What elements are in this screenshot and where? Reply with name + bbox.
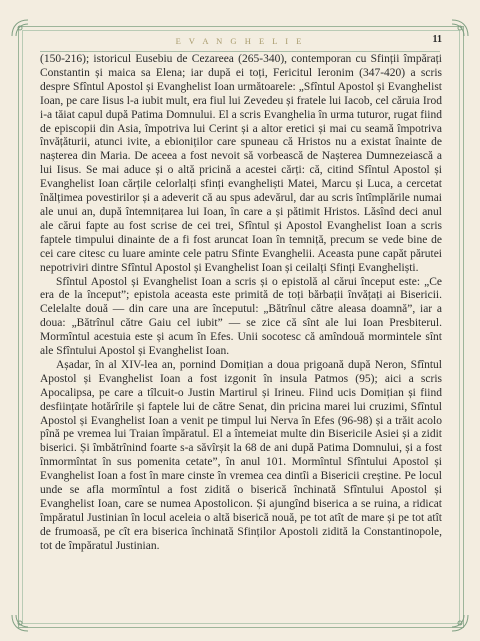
paragraph: (150-216); istoricul Eusebiu de Cezareea (265-340), contemporan cu Sfinții împărați Constantin și maica sa Elena; iar după ei toți, Fericitul Ieronim (347-420) a scris despre Sfîntul Apostol și Evanghelist Ioan următoarele: „Sfîntul Apostol și Evanghelist Ioan, pe care Iisus l-a iubit mult, era fiul lui Zevedeu și fratele lui Iacob, cel căruia Irod i-a tăiat capul după Patima Domnului. El a scris Evanghelia în urma tuturor, rugat fiind de episcopii din Asia, împotriva lui Cerint și a altor eretici și mai cu seamă împotriva învățăturii, atunci ivite, a ebioniților care spuneau că Hristos nu a existat înainte de nașterea din Maria. De aceea a fost nevoit să vorbească de Nașterea Dumnezeiască a lui Iisus. Se mai aduce și o altă pricină a acestei cărți: că, citind Sfîntul Apostol și Evanghelist Ioan cărțile celorlalți sfinți evangheliști Matei, Marcu și Luca, a cercetat înălțimea povestirilor și a adeverit că au spus adevărul, dar au scris întîmplările numai ale unui an, după întemnițarea lui Ioan, în care a și pătimit Hristos. Lăsînd deci anul ale cărui fapte au fost scrise de cei trei, Sfîntul și Apostol Evanghelist Ioan a scris faptele timpului dinainte de a fi fost aruncat Ioan în temniță, precum se vede bine de cei care citesc cu luare aminte cele patru Sfinte Evanghelii. Aceasta pune capăt părutei nepotriviri dintre Sfîntul Apostol și Evanghelist Ioan și ceilalți Sfinți Evangheliști. [40,53,442,274]
corner-ornament-icon [450,613,470,633]
running-head: E V A N G H E L I E [175,36,305,46]
body-text [40,53,442,623]
corner-ornament-icon [450,18,470,38]
corner-ornament-icon [10,613,30,633]
page-number: 11 [432,34,442,45]
corner-ornament-icon [10,18,30,38]
paragraph: Sfîntul Apostol și Evanghelist Ioan a scris și o epistolă al cărui început este: „Ce era de la început”; epistola aceasta este primită de toți bărbații învățați ai Bisericii. Celelalte două — din care una are începutul: „Bătrînul către aleasa doamnă”, iar a doua: „Bătrînul către Gaiu cel iubit” — se zice că sînt ale lui Ioan Presbiterul. Mormîntul acestuia este și acum în Efes. Unii socotesc că amîndouă mormintele sînt ale Sfîntului Apostol și Evanghelist Ioan. [40,275,442,358]
paragraph: Așadar, în al XIV-lea an, pornind Domițian a doua prigoană după Neron, Sfîntul Apostol și Evanghelist Ioan a fost izgonit în insula Patmos (95); aici a scris Apocalipsa, pe care a tîlcuit-o Justin Martirul și Irineu. Fiind ucis Domițian și fiind desființate hotărîrile și faptele lui de către Senat, din pricina marei lui cruzimi, Sfîntul Apostol și Evanghelist Ioan a venit pe timpul lui Nerva în Efes (96-98) și a trăit acolo pînă pe vremea lui Traian împăratul. El a întemeiat multe din Bisericile Asiei și a zidit biserici. Și îmbătrînind foarte s-a săvîrșit la 68 de ani după Patima Domnului, și a fost înmormîntat în sus pomenita cetate”, în anul 101. Mormîntul Sfîntului Apostol și Evanghelist Ioan a fost în mare cinste în vremea cea dintîi a Bisericii creștine. Pe locul unde se afla mormîntul a fost zidită o biserică închinată Sfîntului Apostol și Evanghelist Ioan, care se numea Apostolicon. Și ajungînd biserica a se ruina, a ridicat împăratul Justinian în locul aceleia o altă biserică nouă, pe tot atît de mare și pe tot atît de frumoasă, pe cît era biserica închinată Sfinților Apostoli zidită la Constantinopole, tot de împăratul Justinian. [40,358,442,552]
page-header [40,36,440,50]
header-rule [40,51,440,52]
